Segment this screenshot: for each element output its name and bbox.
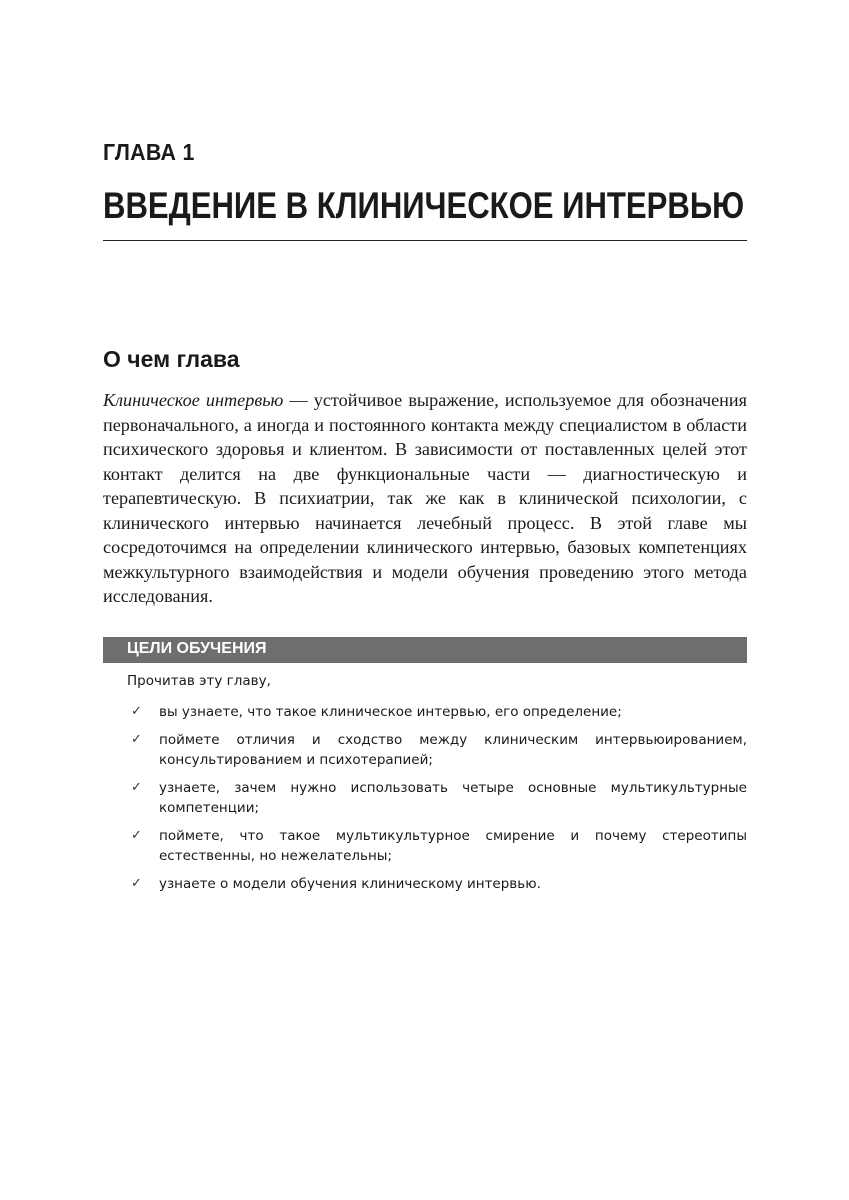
list-item (131, 730, 747, 770)
check-icon: ✓ (131, 704, 142, 719)
chapter-label: ГЛАВА 1 (103, 139, 195, 165)
learning-goals-list (131, 702, 747, 902)
list-item-text: узнаете, зачем нужно использовать четыре основные мультикультурные компетенции; (159, 780, 747, 816)
check-icon: ✓ (131, 732, 142, 747)
intro-paragraph (103, 388, 747, 609)
list-item-text: вы узнаете, что такое клиническое интервью, его определение; (159, 704, 622, 720)
list-item-text: поймете отличия и сходство между клиническим интервьюированием, консультированием и психотерапией; (159, 732, 747, 768)
learning-goals-title: ЦЕЛИ ОБУЧЕНИЯ (127, 640, 267, 657)
learning-goals-header (103, 637, 747, 663)
list-item (131, 826, 747, 866)
list-item-text: поймете, что такое мультикультурное смирение и почему стереотипы естественны, но нежелательны; (159, 828, 747, 864)
list-item-text: узнаете о модели обучения клиническому интервью. (159, 876, 541, 892)
check-icon: ✓ (131, 876, 142, 891)
intro-text: — устойчивое выражение, используемое для обозначения первоначального, а иногда и постоянного контакта между специалистом в области психического здоровья и клиентом. В зависимости от поставленных целей этот контакт делится на две функциональные части — диагностическую и терапевтическую. В психиатрии, так же как в клинической психологии, с клинического интервью начинается лечебный процесс. В этой главе мы сосредоточимся на определении клинического интервью, базовых компетенциях межкультурного взаимодействия и модели обучения проведению этого метода исследования. (103, 390, 747, 606)
list-item (131, 874, 747, 894)
intro-term: Клиническое интервью (103, 390, 284, 410)
check-icon: ✓ (131, 828, 142, 843)
title-divider (103, 240, 747, 241)
chapter-title: ВВЕДЕНИЕ В КЛИНИЧЕСКОЕ ИНТЕРВЬЮ (103, 185, 745, 226)
section-heading: О чем глава (103, 346, 240, 372)
list-item (131, 702, 747, 722)
list-item (131, 778, 747, 818)
check-icon: ✓ (131, 780, 142, 795)
learning-goals-lead: Прочитав эту главу, (127, 673, 271, 689)
